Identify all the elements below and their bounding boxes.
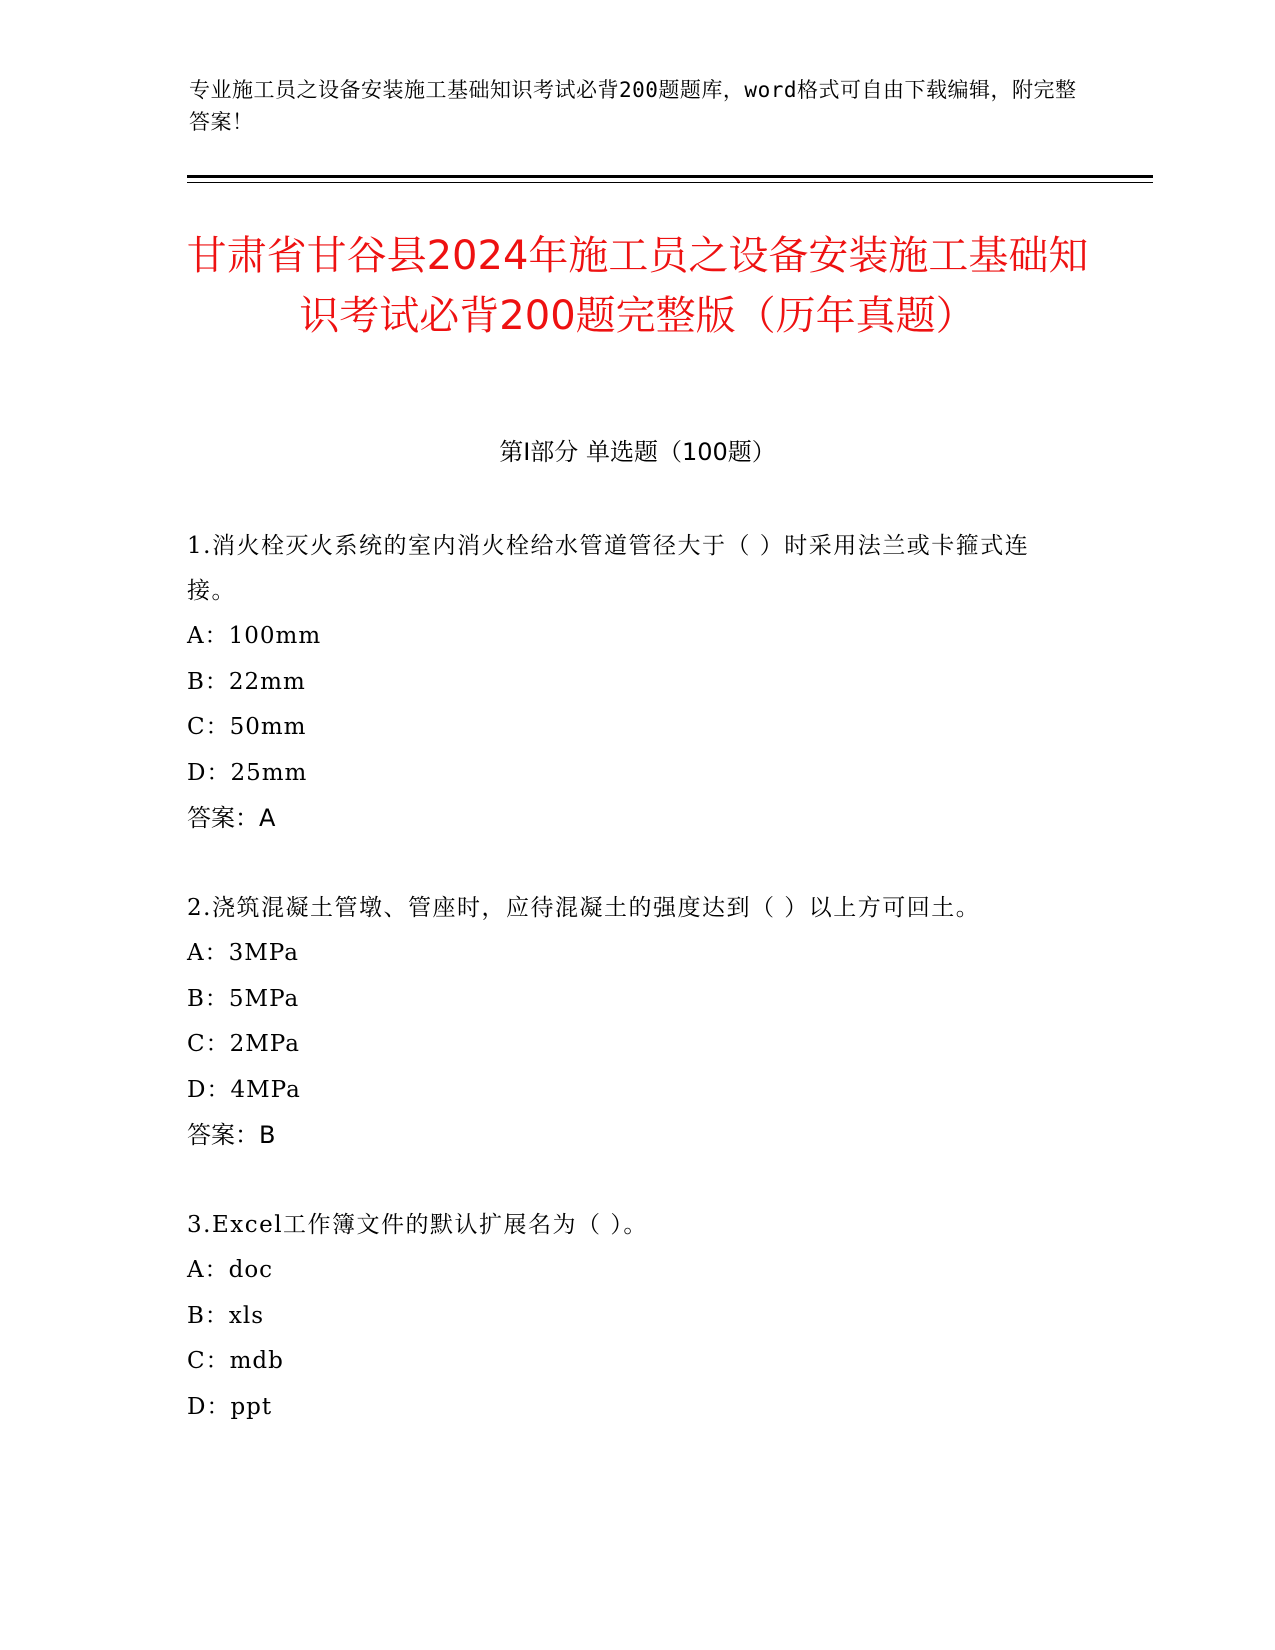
option-c: C：mdb	[187, 1348, 284, 1374]
document-title: 甘肃省甘谷县2024年施工员之设备安装施工基础知识考试必背200题完整版（历年真题）	[186, 233, 1089, 339]
question-1	[187, 524, 1077, 840]
option-c: C：50mm	[187, 714, 307, 740]
header-note: 专业施工员之设备安装施工基础知识考试必背200题题库，word格式可自由下载编辑，附完整答案！	[189, 78, 1077, 134]
option-d: D：ppt	[187, 1393, 273, 1420]
option-c: C：2MPa	[187, 1031, 300, 1057]
question-2	[187, 886, 1077, 1157]
option-b: B：5MPa	[187, 985, 300, 1012]
option-a: A：3MPa	[187, 940, 299, 966]
option-b: B：xls	[187, 1302, 265, 1329]
question-3	[187, 1203, 1077, 1430]
option-d: D：4MPa	[187, 1076, 301, 1103]
question-stem: 1.消火栓灭火系统的室内消火栓给水管道管径大于（ ）时采用法兰或卡箍式连接。	[187, 533, 1030, 604]
header-divider-thin	[187, 182, 1153, 183]
question-list	[187, 524, 1077, 1476]
header-divider-thick	[187, 175, 1153, 178]
option-a: A：doc	[187, 1257, 274, 1283]
option-d: D：25mm	[187, 759, 308, 786]
option-a: A：100mm	[187, 623, 322, 649]
option-b: B：22mm	[187, 668, 306, 695]
section-title: 第Ⅰ部分 单选题（100题）	[499, 438, 776, 466]
answer-line: 答案：B	[187, 1121, 276, 1149]
question-stem: 3.Excel工作簿文件的默认扩展名为（ ）。	[187, 1212, 648, 1238]
answer-line: 答案：A	[187, 804, 276, 832]
question-stem: 2.浇筑混凝土管墩、管座时，应待混凝土的强度达到（ ）以上方可回土。	[187, 895, 981, 921]
